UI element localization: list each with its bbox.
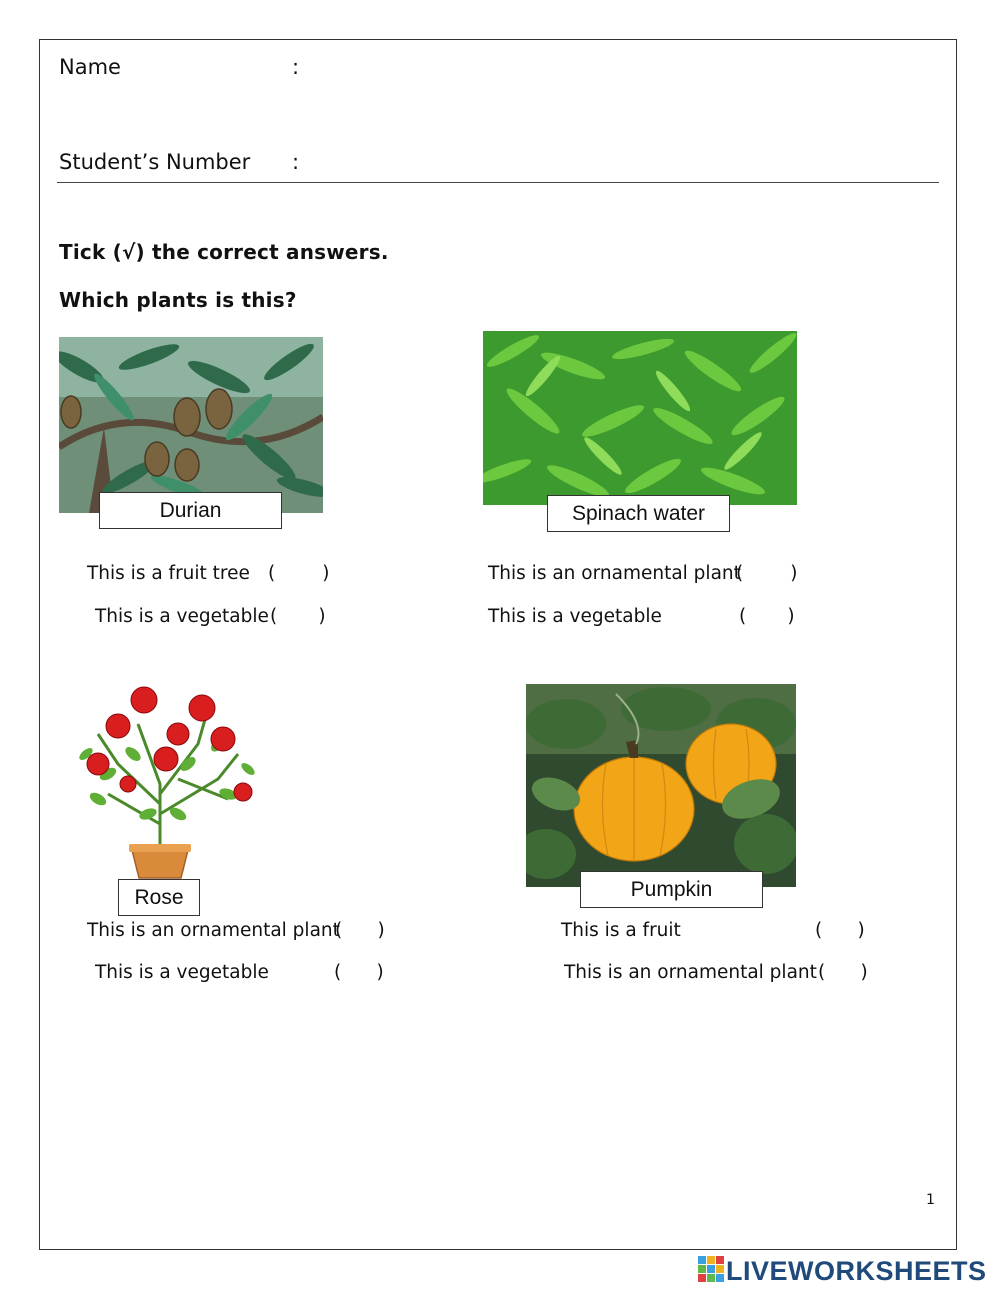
worksheet-page — [39, 39, 957, 1250]
student-number-input[interactable] — [310, 145, 930, 181]
durian-option-vegetable-tickbox[interactable]: ( ) — [270, 606, 326, 627]
name-label: Name — [59, 55, 121, 79]
rose-illustration — [78, 684, 260, 880]
rose-label: Rose — [118, 879, 200, 916]
student-number-label: Student’s Number — [59, 150, 251, 174]
rose-option-ornamental-tickbox[interactable]: ( ) — [335, 920, 385, 941]
header-divider — [57, 182, 939, 183]
liveworksheets-logo — [698, 1256, 987, 1286]
name-input[interactable] — [310, 50, 930, 86]
durian-label: Durian — [99, 492, 282, 529]
instruction-tick: Tick (√) the correct answers. — [59, 240, 389, 264]
pumpkin-option-ornamental: This is an ornamental plant — [564, 962, 817, 983]
spinach-option-ornamental-tickbox[interactable]: ( ) — [736, 563, 798, 584]
spinach-water-photo — [483, 331, 797, 505]
pumpkin-option-ornamental-tickbox[interactable]: ( ) — [818, 962, 868, 983]
spinach-water-label: Spinach water — [547, 495, 730, 532]
rose-option-vegetable-tickbox[interactable]: ( ) — [334, 962, 384, 983]
spinach-option-ornamental: This is an ornamental plant — [488, 563, 741, 584]
student-number-colon: : — [292, 150, 300, 174]
durian-option-fruit-tree-tickbox[interactable]: ( ) — [268, 563, 330, 584]
spinach-option-vegetable: This is a vegetable — [488, 606, 662, 627]
rose-option-ornamental: This is an ornamental plant — [87, 920, 340, 941]
name-colon: : — [292, 55, 300, 79]
logo-cubes-icon — [698, 1256, 724, 1286]
instruction-question: Which plants is this? — [59, 288, 297, 312]
brand-name: LIVEWORKSHEETS — [726, 1255, 987, 1286]
pumpkin-label: Pumpkin — [580, 871, 763, 908]
rose-option-vegetable: This is a vegetable — [95, 962, 269, 983]
page-number: 1 — [926, 1192, 935, 1208]
durian-photo — [59, 337, 323, 513]
durian-option-vegetable: This is a vegetable — [95, 606, 269, 627]
pumpkin-photo — [526, 684, 796, 887]
pumpkin-option-fruit: This is a fruit — [561, 920, 681, 941]
spinach-option-vegetable-tickbox[interactable]: ( ) — [739, 606, 795, 627]
durian-option-fruit-tree: This is a fruit tree — [87, 563, 250, 584]
pumpkin-option-fruit-tickbox[interactable]: ( ) — [815, 920, 865, 941]
